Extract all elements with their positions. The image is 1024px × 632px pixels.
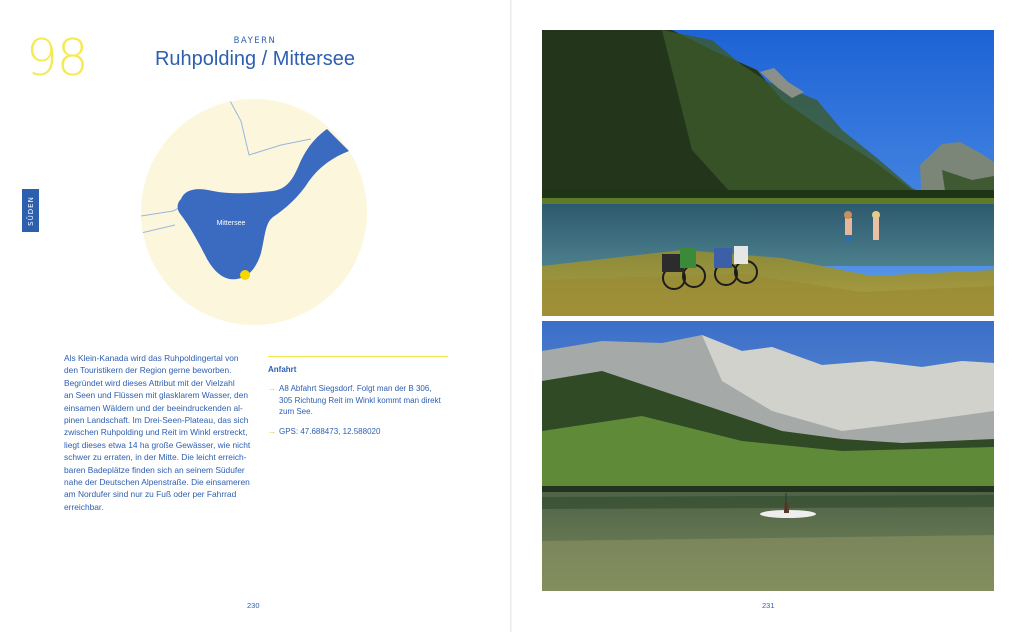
- directions-item-gps: [268, 426, 448, 438]
- photo-lake-bathers-graphic: [542, 30, 994, 316]
- location-marker-icon: [240, 270, 250, 280]
- entry-number: 98: [26, 29, 88, 87]
- body-line: nahe der Deutschen Alpenstraße. Die einsameren: [64, 477, 250, 488]
- lake-label: Mittersee: [216, 220, 246, 227]
- body-line: liegt dieses etwa 14 ha große Gewässer, wie nicht: [64, 439, 251, 450]
- region-label: BAYERN: [233, 36, 277, 46]
- body-line: einsamen Wäldern und der beeindruckenden al-: [64, 402, 243, 413]
- left-page: [0, 0, 511, 632]
- arrow-right-icon: →: [268, 384, 276, 393]
- page-number-left: 230: [247, 601, 260, 610]
- section-tab-label: SÜDEN: [26, 195, 35, 226]
- directions-line: zum See.: [279, 407, 313, 416]
- body-line: pinen Landschaft. Im Drei-Seen-Plateau, das sich: [64, 415, 249, 426]
- photo-lake-bathers: [542, 30, 994, 316]
- directions-line: 305 Richtung Reit im Winkl kommt man direkt: [279, 395, 441, 405]
- photo-lake-paddler-graphic: [542, 321, 994, 591]
- directions-box: [268, 356, 448, 445]
- section-tab: [22, 189, 39, 232]
- page-title: Ruhpolding / Mittersee: [154, 48, 356, 70]
- directions-item-route: [268, 383, 448, 418]
- body-line: zwischen Ruhpolding und Reit im Winkl erstreckt,: [64, 427, 248, 438]
- photo-lake-paddler: [542, 321, 994, 591]
- body-line: Als Klein-Kanada wird das Ruhpoldingertal von: [64, 353, 239, 363]
- body-line: schwer zu erraten, in der Mitte. Die leicht erreich-: [64, 452, 247, 463]
- page-number-right: 231: [762, 601, 775, 610]
- lake-map: [141, 99, 367, 325]
- body-line: Begründet wird dieses Attribut mit der Vielzahl: [64, 377, 235, 388]
- body-line: baren Badeplätze finden sich an seinem Südufer: [64, 464, 245, 475]
- body-text: [64, 352, 258, 513]
- directions-line: A8 Abfahrt Siegsdorf. Folgt man der B 306,: [279, 384, 432, 393]
- body-line: erreichbar.: [64, 501, 104, 512]
- lake-map-graphic: [141, 99, 367, 325]
- arrow-right-icon: →: [268, 426, 276, 436]
- gps-coordinates: GPS: 47.688473, 12.588020: [279, 426, 381, 436]
- body-line: an Seen und Flüssen mit glasklarem Wasser, den: [64, 390, 249, 401]
- body-line: am Nordufer sind nur zu Fuß oder per Fahrrad: [64, 489, 237, 500]
- body-line: den Touristikern der Region gerne beworben.: [64, 365, 232, 376]
- directions-heading: Anfahrt: [268, 365, 297, 374]
